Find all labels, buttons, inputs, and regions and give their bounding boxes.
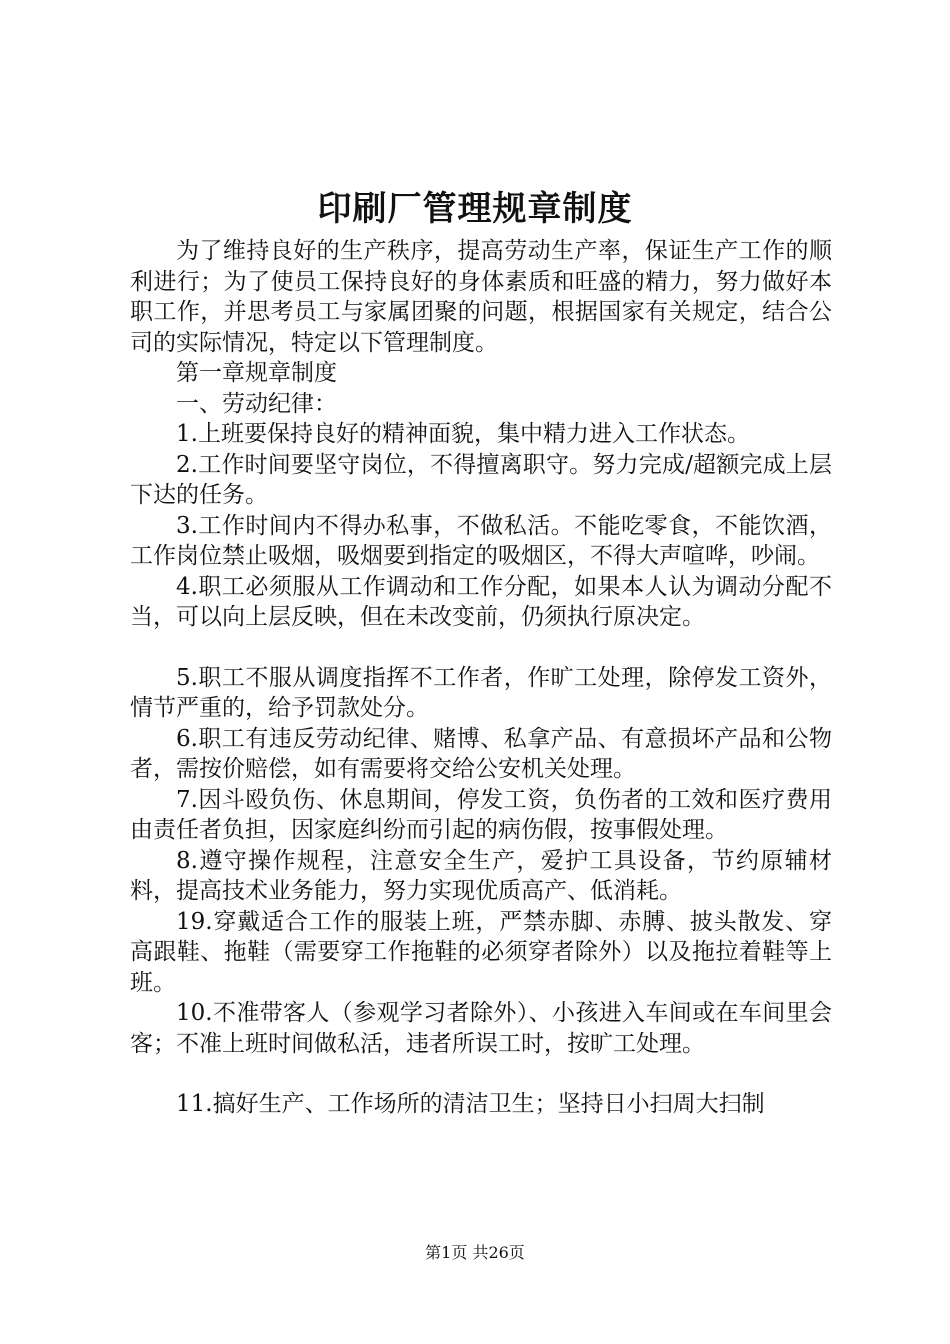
- rule-item-19: 19.穿戴适合工作的服装上班，严禁赤脚、赤膊、披头散发、穿高跟鞋、拖鞋（需要穿工作拖鞋的必须穿者除外）以及拖拉着鞋等上班。: [130, 908, 832, 996]
- rule-item-5: 5.职工不服从调度指挥不工作者，作旷工处理，除停发工资外，情节严重的，给予罚款处分。: [130, 664, 832, 721]
- chapter-heading: 第一章规章制度: [176, 360, 337, 386]
- document-body: [130, 236, 832, 1120]
- rule-item-11: 11.搞好生产、工作场所的清洁卫生；坚持日小扫周大扫制: [176, 1091, 765, 1117]
- page-number: 第1页 共26页: [425, 1243, 525, 1262]
- rule-item-6: 6.职工有违反劳动纪律、赌博、私拿产品、有意损坏产品和公物者，需按价赔偿，如有需要将交给公安机关处理。: [130, 725, 832, 782]
- intro-paragraph: 为了维持良好的生产秩序，提高劳动生产率，保证生产工作的顺利进行；为了使员工保持良好的身体素质和旺盛的精力，努力做好本职工作，并思考员工与家属团聚的问题，根据国家有关规定，结合公司的实际情况，特定以下管理制度。: [130, 238, 832, 356]
- section-heading: 一、劳动纪律：: [176, 390, 337, 417]
- rule-item-7: 7.因斗殴负伤、休息期间，停发工资，负伤者的工效和医疗费用由责任者负担，因家庭纠纷而引起的病伤假，按事假处理。: [130, 786, 832, 843]
- rule-item-1: 1.上班要保持良好的精神面貌，集中精力进入工作状态。: [176, 421, 750, 447]
- document-title: 印刷厂管理规章制度: [317, 189, 633, 229]
- rule-item-8: 8.遵守操作规程，注意安全生产，爱护工具设备，节约原辅材料，提高技术业务能力，努力实现优质高产、低消耗。: [130, 847, 832, 904]
- rule-item-4: 4.职工必须服从工作调动和工作分配，如果本人认为调动分配不当，可以向上层反映，但在未改变前，仍须执行原决定。: [130, 573, 832, 630]
- rule-item-3: 3.工作时间内不得办私事，不做私活。不能吃零食，不能饮酒，工作岗位禁止吸烟，吸烟要到指定的吸烟区，不得大声喧哗，吵闹。: [130, 512, 832, 569]
- rule-item-10: 10.不准带客人（参观学习者除外）、小孩进入车间或在车间里会客；不准上班时间做私活，违者所误工时，按旷工处理。: [130, 1000, 832, 1057]
- rule-item-2: 2.工作时间要坚守岗位，不得擅离职守。努力完成/超额完成上层下达的任务。: [130, 451, 832, 508]
